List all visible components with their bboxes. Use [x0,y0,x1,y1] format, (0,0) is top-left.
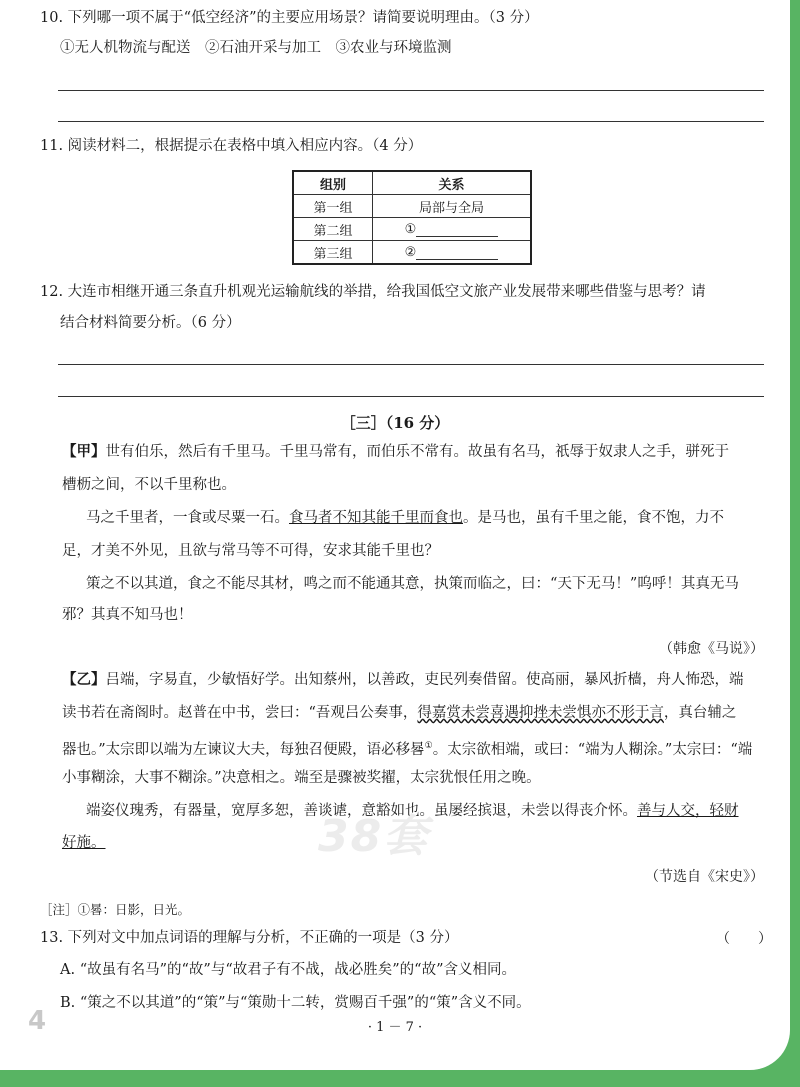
table-cell: 第二组 [293,218,373,241]
answer-line[interactable] [58,121,764,122]
classical-line: 槽枥之间，不以千里称也。 [62,477,236,493]
footnote-marker: ① [424,741,433,751]
blank-marker: ② [404,244,417,260]
classical-line: 好施。 [62,835,106,851]
fill-blank[interactable] [416,222,498,237]
classical-line: 【甲】世有伯乐，然后有千里马。千里马常有，而伯乐不常有。故虽有名马，祇辱于奴隶人之手，骈死于 [62,443,729,460]
classical-line: 马之千里者，一食或尽粟一石。食马者不知其能千里而食也。是马也，虽有千里之能，食不饱，力不 [86,510,724,526]
table-cell: 第三组 [293,241,373,265]
blank-marker: ① [404,221,417,237]
table-cell: 第一组 [293,195,373,218]
classical-line: 读书若在斋阁时。赵普在中书，尝曰：“吾观吕公奏事，得嘉赏未尝喜遇抑挫未尝惧亦不形于言，真台辅之 [62,705,737,721]
question-11-stem: 11. 阅读材料二，根据提示在表格中填入相应内容。（4 分） [40,138,423,154]
table-row [293,218,531,241]
table-row [293,241,531,265]
classical-line: 策之不以其道，食之不能尽其材，鸣之而不能通其意，执策而临之，曰：“天下无马！”呜呼！其真无马 [86,576,739,592]
answer-line[interactable] [58,364,764,365]
source-citation: （节选自《宋史》） [645,869,764,885]
classical-line: 邪？其真不知马也！ [62,607,193,623]
classical-line: 器也。”太宗即以端为左谏议大夫，每独召便殿，语必移晷①。太宗欲相端，或曰：“端为人糊涂。”太宗曰：“端 [62,741,753,758]
passage-tag-jia: 【甲】 [62,443,106,460]
table-row [293,195,531,218]
answer-line[interactable] [58,90,764,91]
passage-tag-yi: 【乙】 [62,671,106,688]
option-b: B. “策之不以其道”的“策”与“策勋十二转，赏赐百千强”的“策”含义不同。 [60,995,531,1011]
section-heading: ［三］（16 分） [340,414,450,432]
table-header-cell: 组别 [293,171,373,195]
watermark-logo: 38套 [318,811,430,862]
table-cell[interactable] [373,241,532,265]
question-12-line1: 12. 大连市相继开通三条直升机观光运输航线的举措，给我国低空文旅产业发展带来哪些借鉴与思考？请 [40,284,706,300]
underlined-sentence: 食马者不知其能千里而食也 [289,510,463,526]
table-header-row [293,171,531,195]
question-12-line2: 结合材料简要分析。（6 分） [60,315,241,331]
table-cell: 局部与全局 [373,195,532,218]
answer-bracket[interactable]: （ ） [716,931,772,947]
page-number: · 1 － 7 · [367,1020,423,1035]
fill-blank[interactable] [416,245,498,260]
table-cell[interactable] [373,218,532,241]
table-header-cell: 关系 [373,171,532,195]
answer-line[interactable] [58,396,764,397]
classical-line: 小事糊涂，大事不糊涂。”决意相之。端至是骤被奖擢，太宗犹恨任用之晚。 [62,770,541,786]
classical-line: 端姿仪瑰秀，有器量，宽厚多恕，善谈谑，意豁如也。虽屡经摈退，未尝以得丧介怀。善与人交，轻财 [86,803,739,819]
corner-page-number: 4 [28,1006,47,1036]
question-10-stem: 10. 下列哪一项不属于“低空经济”的主要应用场景？请简要说明理由。（3 分） [40,10,539,26]
classical-line: 足，才美不外见，且欲与常马等不可得，安求其能千里也？ [62,543,439,559]
classical-line: 【乙】吕端，字易直，少敏悟好学。出知蔡州，以善政，吏民列奏借留。使高丽，暴风折樯，舟人怖恐，端 [62,671,744,688]
annotation-note: ［注］①晷：日影，日光。 [40,902,191,917]
relation-table [292,170,532,265]
question-10-options: ①无人机物流与配送 ②石油开采与加工 ③农业与环境监测 [60,40,452,56]
underlined-sentence: 善与人交，轻财 [637,803,739,819]
wavy-underlined-text: 得嘉赏未尝喜遇抑挫未尝惧亦不形于言 [417,705,664,721]
option-a: A. “故虽有名马”的“故”与“故君子有不战，战必胜矣”的“故”含义相同。 [60,962,516,978]
source-citation: （韩愈《马说》） [659,641,764,657]
question-13-stem: 13. 下列对文中加点词语的理解与分析，不正确的一项是（3 分） [40,930,459,946]
